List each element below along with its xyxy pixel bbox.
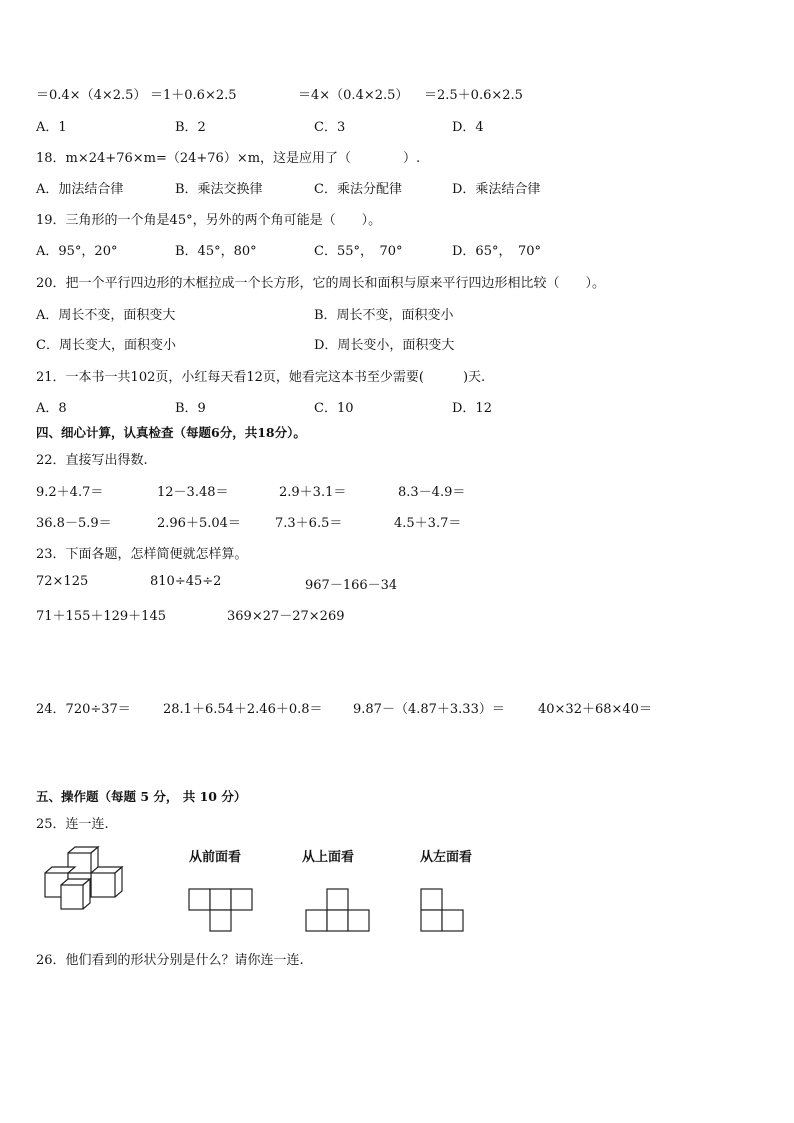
- view-label-front: 从前面看: [189, 850, 242, 865]
- q18-option-d[interactable]: D．乘法结合律: [452, 182, 541, 197]
- q20-option-d[interactable]: D．周长变小，面积变大: [314, 338, 455, 353]
- q22-item-6: 2.96＋5.04＝: [157, 516, 241, 531]
- q21-stem: 21．一本书一共102页，小红每天看12页，她看完这本书至少需要( )天.: [36, 370, 486, 385]
- q22-item-7: 7.3＋6.5＝: [275, 516, 343, 531]
- q18-option-c[interactable]: C．乘法分配律: [314, 182, 402, 197]
- section-4-title: 四、细心计算，认真检查（每题6分，共18分）。: [36, 425, 306, 440]
- q17-expr-2: ＝1＋0.6×2.5: [150, 88, 237, 103]
- q22-item-3: 2.9＋3.1＝: [279, 485, 347, 500]
- q21-option-d[interactable]: D．12: [452, 401, 492, 416]
- q22-item-1: 9.2＋4.7＝: [36, 485, 104, 500]
- q18-option-a[interactable]: A．加法结合律: [36, 182, 124, 197]
- q23-item-2: 810÷45÷2: [150, 574, 222, 589]
- q19-option-d[interactable]: D．65°， 70°: [452, 244, 542, 259]
- q24-item-1: 24．720÷37＝: [36, 702, 131, 717]
- q19-option-c[interactable]: C．55°， 70°: [314, 244, 403, 259]
- top-view-shape[interactable]: [305, 888, 371, 932]
- q17-option-d[interactable]: D．4: [452, 120, 484, 135]
- q18-stem: 18．m×24+76×m=（24+76）×m，这是应用了（ ）.: [36, 151, 421, 166]
- q22-item-2: 12－3.48＝: [157, 485, 229, 500]
- q17-option-c[interactable]: C．3: [314, 120, 346, 135]
- q24-item-3: 9.87－（4.87＋3.33）＝: [353, 702, 505, 717]
- q17-expr-1: ＝0.4×（4×2.5）: [36, 88, 147, 103]
- q21-option-b[interactable]: B．9: [175, 401, 206, 416]
- q20-option-a[interactable]: A．周长不变，面积变大: [36, 308, 176, 323]
- cube-stack-figure: [42, 845, 124, 913]
- q22-item-8: 4.5＋3.7＝: [394, 516, 462, 531]
- q26-stem: 26．他们看到的形状分别是什么？请你连一连.: [36, 953, 304, 968]
- q23-item-1: 72×125: [36, 574, 89, 589]
- q23-stem: 23．下面各题，怎样简便就怎样算。: [36, 547, 248, 562]
- q17-expr-3: ＝4×（0.4×2.5）: [298, 88, 409, 103]
- q20-option-c[interactable]: C．周长变大，面积变小: [36, 338, 176, 353]
- q23-item-5: 369×27－27×269: [227, 609, 345, 624]
- q19-stem: 19．三角形的一个角是45°，另外的两个角可能是（ ）。: [36, 213, 382, 228]
- q22-stem: 22．直接写出得数.: [36, 453, 148, 468]
- q24-item-4: 40×32＋68×40＝: [538, 702, 652, 717]
- q20-option-b[interactable]: B．周长不变，面积变小: [314, 308, 454, 323]
- q23-item-3: 967－166－34: [305, 578, 398, 593]
- q18-option-b[interactable]: B．乘法交换律: [175, 182, 263, 197]
- q24-item-2: 28.1＋6.54＋2.46＋0.8＝: [163, 702, 323, 717]
- q22-item-5: 36.8－5.9＝: [36, 516, 112, 531]
- front-view-shape[interactable]: [188, 888, 254, 932]
- q17-option-a[interactable]: A．1: [36, 120, 67, 135]
- q17-expr-4: ＝2.5＋0.6×2.5: [424, 88, 523, 103]
- q19-option-a[interactable]: A．95°，20°: [36, 244, 118, 259]
- q21-option-c[interactable]: C．10: [314, 401, 354, 416]
- q25-stem: 25．连一连.: [36, 817, 109, 832]
- q19-option-b[interactable]: B．45°，80°: [175, 244, 257, 259]
- view-label-top: 从上面看: [302, 850, 355, 865]
- q17-option-b[interactable]: B．2: [175, 120, 206, 135]
- q23-item-4: 71＋155＋129＋145: [36, 609, 166, 624]
- view-label-left: 从左面看: [420, 850, 473, 865]
- section-5-title: 五、操作题（每题 5 分， 共 10 分）: [36, 789, 247, 804]
- q21-option-a[interactable]: A．8: [36, 401, 67, 416]
- left-view-shape[interactable]: [420, 888, 466, 932]
- q20-stem: 20．把一个平行四边形的木框拉成一个长方形，它的周长和面积与原来平行四边形相比较（ ）。: [36, 276, 606, 291]
- q22-item-4: 8.3－4.9＝: [398, 485, 466, 500]
